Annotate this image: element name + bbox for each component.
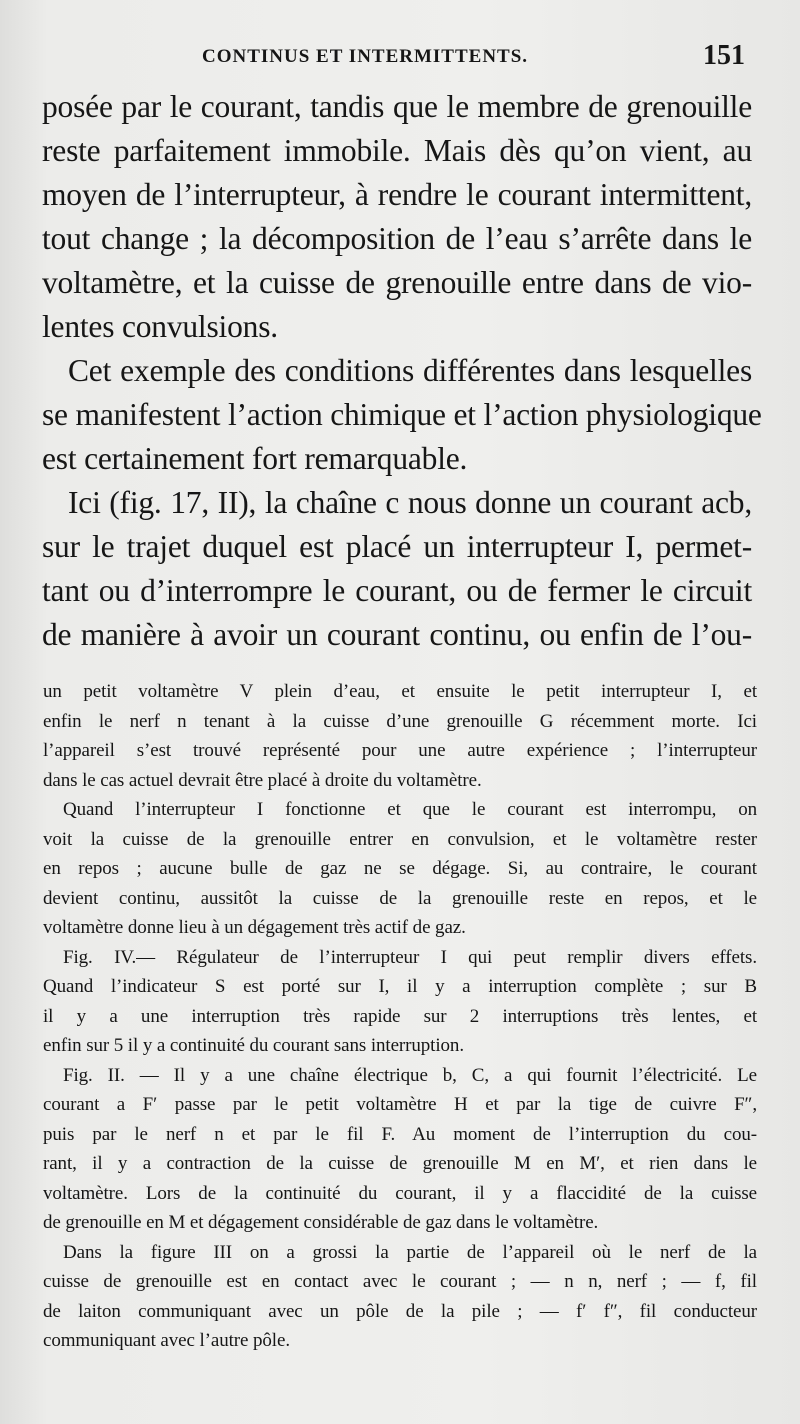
- note-line: enfin sur 5 il y a continuité du courant sans interruption.: [43, 1035, 464, 1056]
- note-paragraph: [43, 795, 757, 943]
- text-line: tout change ; la décomposition de l’eau s’arrête dans le: [42, 221, 752, 256]
- note-line: de grenouille en M et dégagement considérable de gaz dans le voltamètre.: [43, 1212, 599, 1233]
- note-line: communiquant avec l’autre pôle.: [43, 1330, 290, 1351]
- page-header: [40, 40, 745, 80]
- paragraph: [42, 481, 752, 657]
- running-title: CONTINUS ET INTERMITTENTS.: [202, 46, 529, 67]
- text-line: de manière à avoir un courant continu, ou enfin de l’ou-: [42, 617, 752, 652]
- note-line: Fig. II. — Il y a une chaîne électrique b, C, a qui fournit l’électricité. Le: [63, 1064, 757, 1086]
- note-paragraph: [43, 1061, 757, 1238]
- figure-notes: [43, 677, 757, 1356]
- note-line: Dans la figure III on a grossi la partie de l’appareil où le nerf de la: [63, 1241, 757, 1263]
- note-line: Quand l’interrupteur I fonctionne et que le courant est interrompu, on: [63, 799, 757, 820]
- note-line: voltamètre. Lors de la continuité du courant, il y a flaccidité de la cuisse: [43, 1182, 757, 1204]
- note-line: voit la cuisse de la grenouille entrer en convulsion, et le voltamètre rester: [43, 828, 757, 850]
- note-line: Quand l’indicateur S est porté sur I, il y a interruption complète ; sur B: [43, 976, 757, 997]
- text-line: Cet exemple des conditions différentes dans lesquelles: [68, 353, 752, 388]
- text-line: moyen de l’interrupteur, à rendre le courant intermittent,: [42, 177, 752, 212]
- note-line: dans le cas actuel devrait être placé à droite du voltamètre.: [43, 769, 482, 791]
- page-number: 151: [703, 40, 745, 71]
- text-line: sur le trajet duquel est placé un interrupteur I, permet-: [42, 529, 752, 564]
- note-line: un petit voltamètre V plein d’eau, et ensuite le petit interrupteur I, et: [43, 681, 757, 702]
- note-line: devient continu, aussitôt la cuisse de la grenouille reste en repos, et le: [43, 887, 757, 909]
- text-line: tant ou d’interrompre le courant, ou de fermer le circuit: [42, 573, 752, 608]
- text-line: posée par le courant, tandis que le membre de grenouille: [42, 89, 752, 124]
- note-line: en repos ; aucune bulle de gaz ne se dégage. Si, au contraire, le courant: [43, 858, 757, 879]
- paragraph: [42, 85, 752, 349]
- text-line: reste parfaitement immobile. Mais dès qu’on vient, au: [42, 133, 752, 168]
- note-line: l’appareil s’est trouvé représenté pour une autre expérience ; l’interrupteur: [43, 740, 757, 761]
- text-line: lentes convulsions.: [42, 309, 278, 344]
- note-line: cuisse de grenouille est en contact avec le courant ; — n n, nerf ; — f, fil: [43, 1271, 757, 1292]
- note-paragraph: [43, 1238, 757, 1356]
- text-line: Ici (fig. 17, II), la chaîne c nous donne un courant acb,: [68, 485, 752, 520]
- paragraph: [42, 349, 762, 481]
- text-line: voltamètre, et la cuisse de grenouille entre dans de vio-: [42, 265, 752, 300]
- note-line: Fig. IV.— Régulateur de l’interrupteur I qui peut remplir divers effets.: [63, 946, 757, 968]
- note-line: courant a F′ passe par le petit voltamètre H et par la tige de cuivre F″,: [43, 1094, 757, 1115]
- note-line: il y a une interruption très rapide sur 2 interruptions très lentes, et: [43, 1005, 757, 1027]
- note-paragraph: [43, 943, 757, 1061]
- note-line: puis par le nerf n et par le fil F. Au moment de l’interruption du cou-: [43, 1123, 757, 1145]
- text-line: est certainement fort remarquable.: [42, 441, 468, 476]
- text-line: se manifestent l’action chimique et l’action physiologique: [42, 397, 762, 432]
- note-line: voltamètre donne lieu à un dégagement très actif de gaz.: [43, 917, 466, 938]
- note-paragraph: [43, 677, 757, 795]
- main-text: [42, 85, 762, 657]
- note-line: rant, il y a contraction de la cuisse de grenouille M en M′, et rien dans le: [43, 1153, 757, 1174]
- note-line: enfin le nerf n tenant à la cuisse d’une grenouille G récemment morte. Ici: [43, 710, 757, 732]
- note-line: de laiton communiquant avec un pôle de la pile ; — f′ f″, fil conducteur: [43, 1300, 757, 1322]
